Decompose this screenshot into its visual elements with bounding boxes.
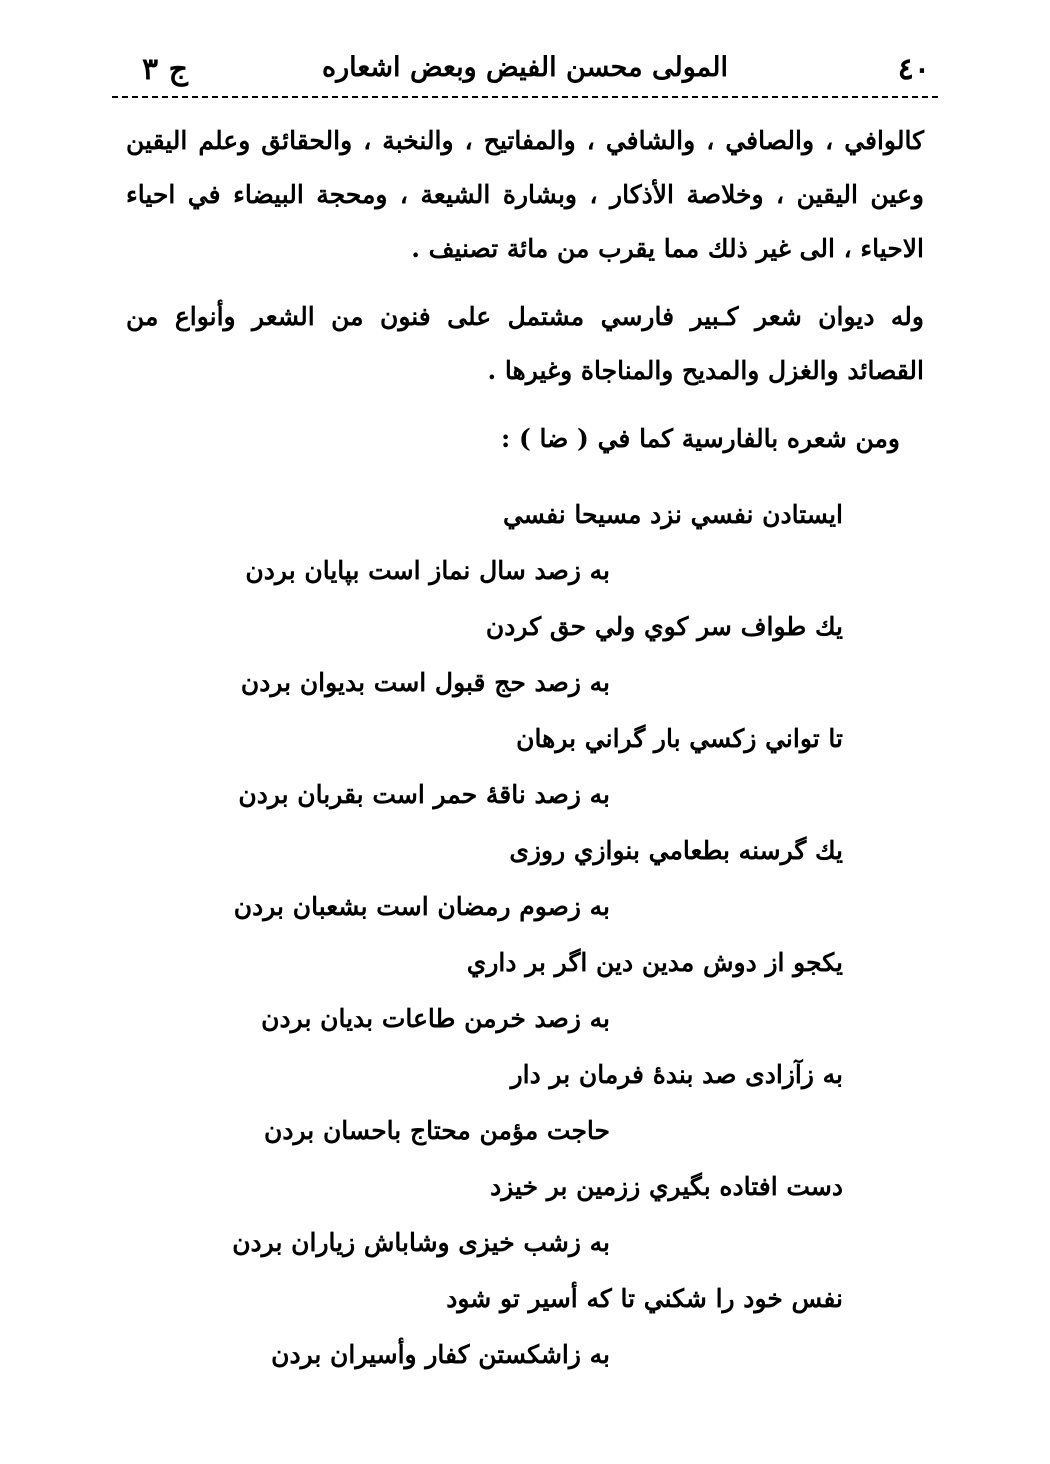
- paragraph-works: كالوافي ، والصافي ، والشافي ، والمفاتيح ، والنخبة ، والحقائق وعلم اليقين وعين اليقين ، وخلاصة الأذكار ، وبشارة الشيعة ، ومحجة البيضاء في احياء الاحياء ، الى غير ذلك مما يقرب من مائة تصنيف .: [126, 126, 924, 263]
- volume-label: ج ٣: [142, 52, 188, 87]
- verse-line: تا تواني زكسي بار گراني برهان: [516, 724, 843, 753]
- verse-line: به زصد خرمن طاعات بديان بردن: [261, 1004, 610, 1033]
- page-header: [100, 52, 950, 92]
- page-number: ٤٠: [897, 52, 930, 87]
- verse-line: دست افتاده بگيري ززمين بر خيزد: [490, 1172, 843, 1201]
- verse-line: ايستادن نفسي نزد مسيحا نفسي: [502, 500, 843, 529]
- poem-intro: ومن شعره بالفارسية كما في ( ضا ) :: [501, 424, 900, 453]
- verse-line: حاجت مؤمن محتاج باحسان بردن: [264, 1116, 610, 1145]
- header-divider: [112, 96, 938, 98]
- running-title: المولى محسن الفيض وبعض اشعاره: [322, 52, 728, 83]
- verse-line: يك گرسنه بطعامي بنوازي روزى: [509, 836, 843, 865]
- verse-line: به زشب خيزى وشاباش زياران بردن: [232, 1228, 610, 1257]
- paragraph-diwan: وله ديوان شعر كـبير فارسي مشتمل على فنون من الشعر وأنواع من القصائد والغزل والمديح والمناجاة وغيرها .: [126, 302, 924, 385]
- verse-line: به زاشكستن كفار وأسيران بردن: [271, 1340, 610, 1369]
- verse-line: به زصد حج قبول است بديوان بردن: [240, 668, 610, 697]
- verse-line: نفس خود را شكني تا كه أسير تو شود: [446, 1284, 843, 1313]
- verse-line: به زصد سال نماز است بپايان بردن: [245, 556, 610, 585]
- verse-line: به زصوم رمضان است بشعبان بردن: [233, 892, 610, 921]
- verse-line: به زآزادى صد بندهٔ فرمان بر دار: [510, 1060, 843, 1089]
- verse-line: يكجو از دوش مدين دين اگر بر داري: [466, 948, 843, 977]
- verse-line: به زصد ناقهٔ حمر است بقربان بردن: [238, 780, 610, 809]
- verse-line: يك طواف سر كوي ولي حق كردن: [485, 612, 843, 641]
